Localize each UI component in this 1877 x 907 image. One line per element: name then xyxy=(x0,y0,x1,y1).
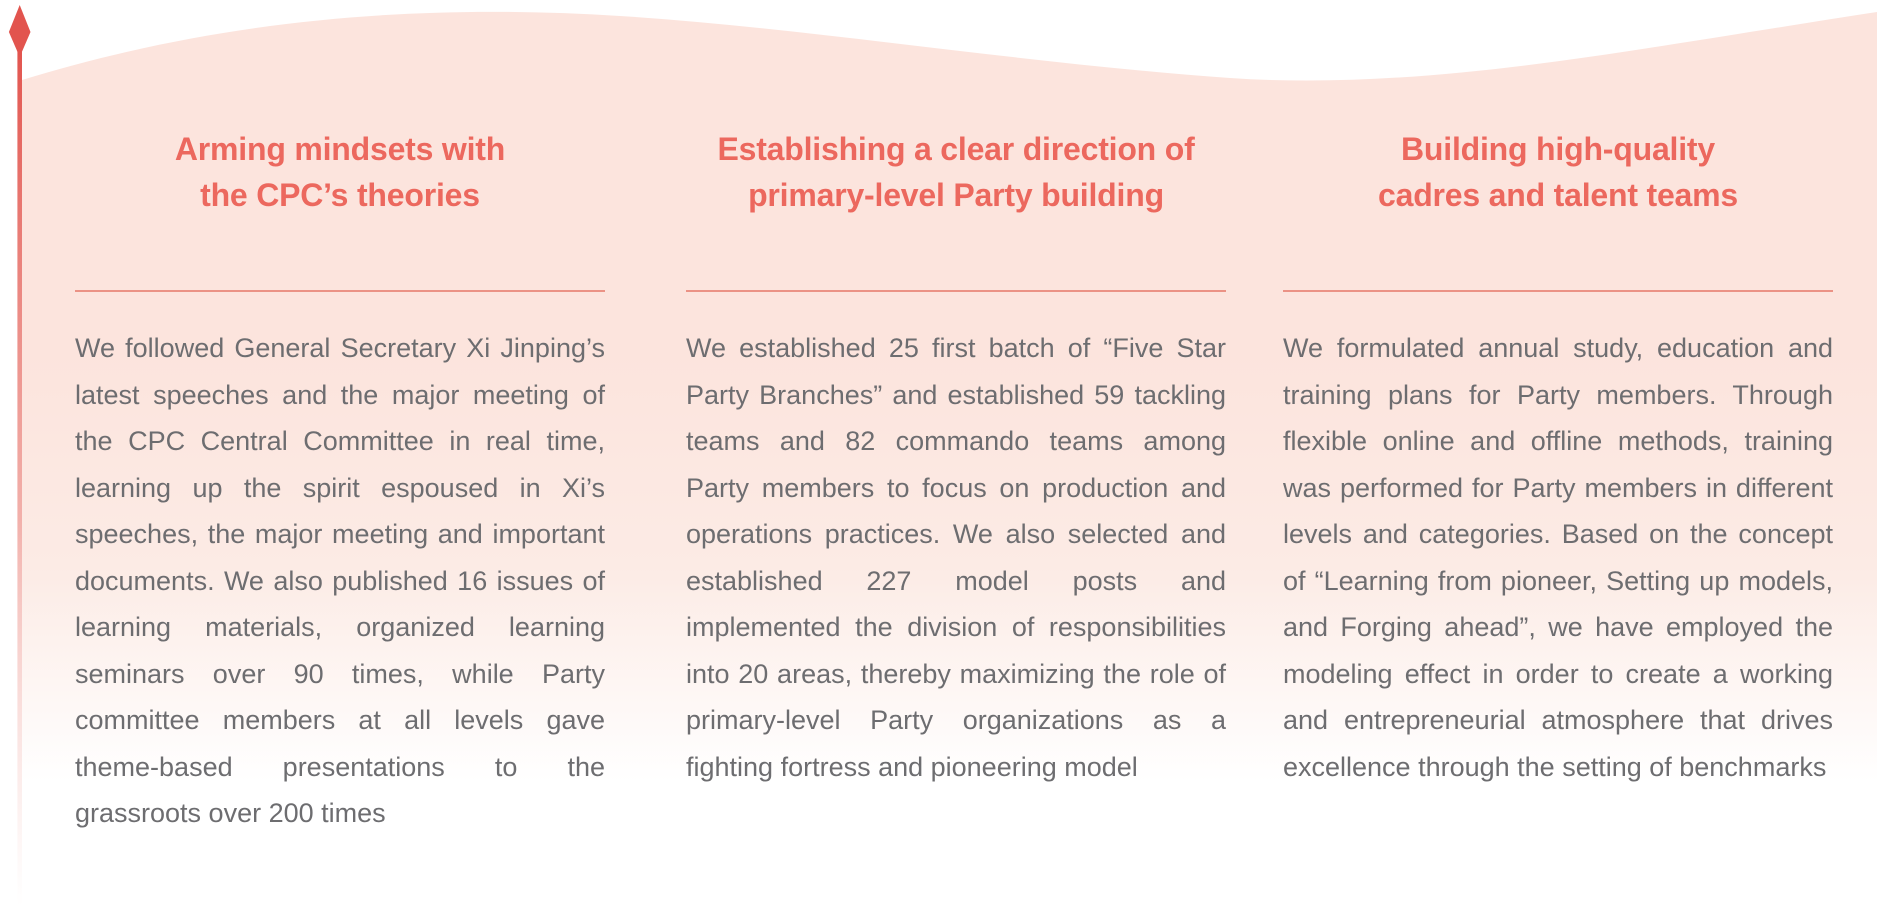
column-arming-mindsets xyxy=(75,0,605,907)
column-heading xyxy=(1283,126,1833,218)
column-body: We formulated annual study, education and training plans for Party members. Through flexible online and offline methods, training was performed for Party members in different levels and categories. Based on the concept of “Learning from pioneer, Setting up models, and Forging ahead”, we have employed the modeling effect in order to create a working and entrepreneurial atmosphere that drives excellence through the setting of benchmarks xyxy=(1283,333,1833,782)
column-party-building-direction xyxy=(686,0,1226,907)
heading-divider xyxy=(75,290,605,292)
column-body: We established 25 first batch of “Five Star Party Branches” and established 59 tackling teams and 82 commando teams among Party members to focus on production and operations practices. We also selected and established 227 model posts and implemented the division of responsibilities into 20 areas, thereby maximizing the role of primary-level Party organizations as a fighting fortress and pioneering model xyxy=(686,333,1226,782)
heading-line: Arming mindsets with xyxy=(174,131,506,167)
heading-line: primary-level Party building xyxy=(748,177,1164,213)
heading-line: the CPC’s theories xyxy=(200,177,480,213)
heading-divider xyxy=(1283,290,1833,292)
column-cadres-talent-teams xyxy=(1283,0,1833,907)
heading-line: Establishing a clear direction of xyxy=(717,131,1195,167)
column-body: We followed General Secretary Xi Jinping’s latest speeches and the major meeting of the CPC Central Committee in real time, learning up the spirit espoused in Xi’s speeches, the major meeting and important documents. We also published 16 issues of learning materials, organized learning seminars over 90 times, while Party committee members at all levels gave theme-based presentations to the grassroots over 200 times xyxy=(75,333,605,828)
heading-line: cadres and talent teams xyxy=(1378,177,1738,213)
column-heading xyxy=(75,126,605,218)
heading-divider xyxy=(686,290,1226,292)
column-heading xyxy=(686,126,1226,218)
heading-line: Building high-quality xyxy=(1401,131,1715,167)
